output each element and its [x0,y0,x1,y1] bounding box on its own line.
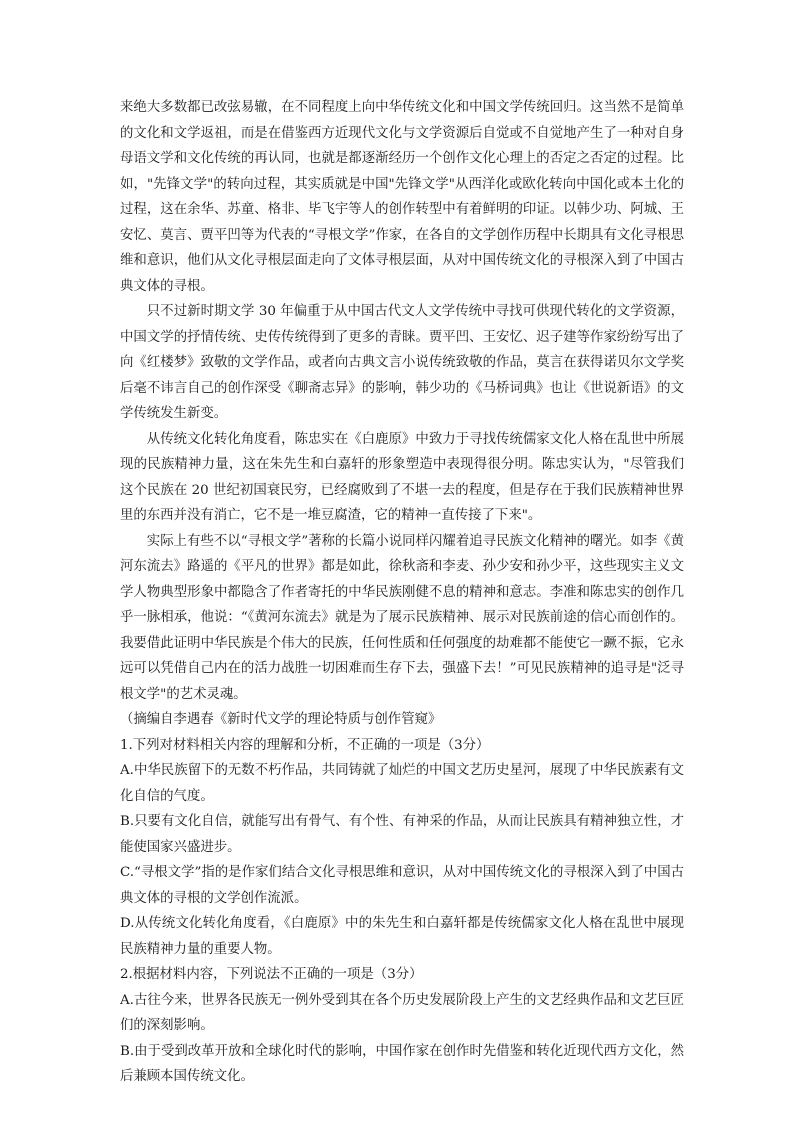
paragraph-national-spirit: 实际上有些不以“寻根文学”著称的长篇小说同样闪耀着追寻民族文化精神的曙光。如李《黄河东流去》路遥的《平凡的世界》都是如此，徐秋斋和李麦、孙少安和孙少平，这些现实主义文学人物典型形象中都隐含了作者寄托的中华民族刚健不息的精神和意志。李准和陈忠实的创作几乎一脉相承，他说：“《黄河东流去》就是为了展示民族精神、展示对民族前途的信心而创作的。我要借此证明中华民族是个伟大的民族，任何性质和任何强度的劫难都不能使它一蹶不振，它永远可以凭借自己内在的活力战胜一切困难而生存下去，强盛下去！”可见民族精神的追寻是"泛寻根文学"的艺术灵魂。 [120,533,684,702]
question-2-option-a: A.古往今来，世界各民族无一例外受到其在各个历史发展阶段上产生的文艺经典作品和文艺巨匠们的深刻影响。 [120,992,684,1033]
question-1-option-c: C.“寻根文学”指的是作家们结合文化寻根思维和意识，从对中国传统文化的寻根深入到了中国古典文体的寻根的文学创作流派。 [120,865,684,906]
paragraph-continuation: 来绝大多数都已改弦易辙，在不同程度上向中华传统文化和中国文学传统回归。这当然不是简单的文化和文学返祖，而是在借鉴西方近现代文化与文学资源后自觉或不自觉地产生了一种对自身母语文学和文化传统的再认同，也就是都逐渐经历一个创作文化心理上的否定之否定的过程。比如，"先锋文学"的转向过程，其实质就是中国"先锋文学"从西洋化或欧化转向中国化或本土化的过程，这在余华、苏童、格非、毕飞宇等人的创作转型中有着鲜明的印证。以韩少功、阿城、王安忆、莫言、贾平凹等为代表的“寻根文学”作家，在各自的文学创作历程中长期具有文化寻根思维和意识，他们从文化寻根层面走向了文体寻根层面，从对中国传统文化的寻根深入到了中国古典文体的寻根。 [120,100,684,294]
paragraph-literary-resources: 只不过新时期文学 30 年偏重于从中国古代文人文学传统中寻找可供现代转化的文学资源，中国文学的抒情传统、史传传统得到了更多的青睐。贾平凹、王安忆、迟子建等作家纷纷写出了向《红楼梦》致敬的文学作品，或者向古典文言小说传统致敬的作品，莫言在获得诺贝尔文学奖后毫不讳言自己的创作深受《聊斋志异》的影响，韩少功的《马桥词典》也让《世说新语》的文学传统发生新变。 [120,304,684,421]
paragraph-cultural-transformation: 从传统文化转化角度看，陈忠实在《白鹿原》中致力于寻找传统儒家文化人格在乱世中所展现的民族精神力量，这在朱先生和白嘉轩的形象塑造中表现得很分明。陈忠实认为，"尽管我们这个民族在 20 世纪初国衰民穷，已经腐败到了不堪一去的程度，但是存在于我们民族精神世界里的东西并没有消亡，它不是一堆豆腐渣，它的精神一直传接了下来"。 [120,431,684,523]
question-1-option-d: D.从传统文化转化角度看，《白鹿原》中的朱先生和白嘉轩都是传统儒家文化人格在乱世中展现民族精神力量的重要人物。 [120,916,684,957]
question-2-option-b: B.由于受到改革开放和全球化时代的影响，中国作家在创作时先借鉴和转化近现代西方文化，然后兼顾本国传统文化。 [120,1043,684,1084]
source-citation: （摘编自李遇春《新时代文学的理论特质与创作管窥》 [120,712,442,727]
question-1-option-b: B.只要有文化自信，就能写出有骨气、有个性、有神采的作品，从而让民族具有精神独立性，才能使国家兴盛进步。 [120,814,684,855]
question-1-option-a: A.中华民族留下的无数不朽作品，共同铸就了灿烂的中国文艺历史星河，展现了中华民族素有文化自信的气度。 [120,763,684,804]
question-1-stem: 1.下列对材料相关内容的理解和分析，不正确的一项是（3分） [120,737,490,753]
question-2-stem: 2.根据材料内容，下列说法不正确的一项是（3分） [120,967,423,982]
document-body [120,95,684,1090]
